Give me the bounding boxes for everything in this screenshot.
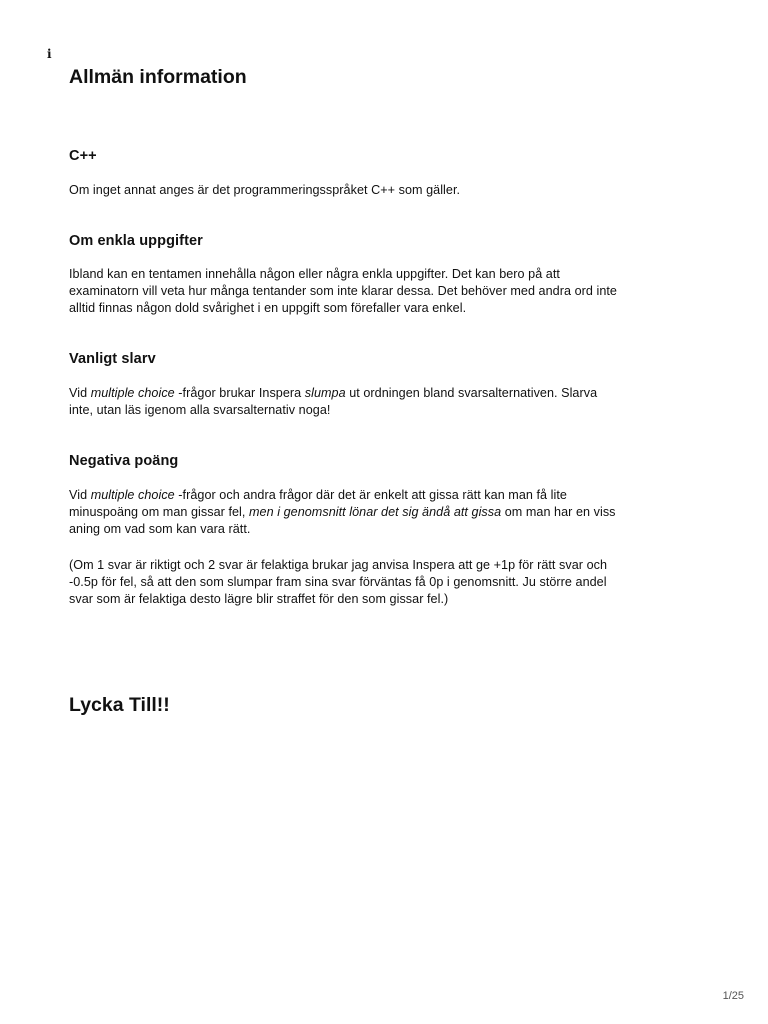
text-line xyxy=(69,283,699,300)
text-line xyxy=(69,402,699,419)
section-text-cpp xyxy=(69,182,699,199)
text-line xyxy=(69,300,699,317)
text-run: ut ordningen bland svarsalternativen. Slarva xyxy=(345,386,598,400)
section-text-sloppiness xyxy=(69,385,699,419)
text-run: -frågor och andra frågor där det är enkelt att gissa rätt kan man få lite xyxy=(174,488,567,502)
text-line xyxy=(69,266,699,283)
section-heading-negative-points: Negativa poäng xyxy=(69,453,179,469)
text-run: -0.5p för fel, så att den som slumpar fram sina svar förväntas få 0p i genomsnitt. Ju större andel xyxy=(69,575,607,589)
info-icon: i xyxy=(47,47,52,61)
text-run: svar som är felaktiga desto lägre blir straffet för den som gissar fel.) xyxy=(69,592,449,606)
text-line xyxy=(69,182,699,199)
text-line xyxy=(69,591,699,608)
text-line xyxy=(69,487,699,504)
closing-greeting: Lycka Till!! xyxy=(69,694,170,716)
emphasized-text: men i genomsnitt lönar det sig ändå att gissa xyxy=(249,505,502,519)
text-line xyxy=(69,521,699,538)
text-line xyxy=(69,574,699,591)
text-run: Ibland kan en tentamen innehålla någon eller några enkla uppgifter. Det kan bero på att xyxy=(69,267,560,281)
text-run: Vid xyxy=(69,488,91,502)
emphasized-text: multiple choice xyxy=(90,488,175,502)
page-number: 1/25 xyxy=(722,990,744,1002)
text-line xyxy=(69,385,699,402)
text-run: minuspoäng om man gissar fel, xyxy=(69,505,249,519)
text-run: Vid xyxy=(69,386,91,400)
section-text-simple-tasks xyxy=(69,266,699,317)
section-note-negative-points xyxy=(69,557,699,608)
text-run: Om inget annat anges är det programmeringsspråket C++ som gäller. xyxy=(69,183,461,197)
text-run: -frågor brukar Inspera xyxy=(174,386,305,400)
section-heading-simple-tasks: Om enkla uppgifter xyxy=(69,233,203,249)
emphasized-text: slumpa xyxy=(304,386,346,400)
page-title: Allmän information xyxy=(69,66,247,88)
section-heading-sloppiness: Vanligt slarv xyxy=(69,351,156,367)
text-run: inte, utan läs igenom alla svarsalternativ noga! xyxy=(69,403,331,417)
text-run: (Om 1 svar är riktigt och 2 svar är felaktiga brukar jag anvisa Inspera att ge +1p för rätt svar och xyxy=(69,558,608,572)
text-line xyxy=(69,504,699,521)
section-heading-cpp: C++ xyxy=(69,148,97,164)
text-run: examinatorn vill veta hur många tentander som inte klarar dessa. Det behöver med andra ord inte xyxy=(69,284,617,298)
text-run: om man har en viss xyxy=(501,505,616,519)
emphasized-text: multiple choice xyxy=(90,386,175,400)
section-text-negative-points xyxy=(69,487,699,538)
text-run: alltid finnas någon dold svårighet i en uppgift som förefaller vara enkel. xyxy=(69,301,467,315)
text-run: aning om vad som kan vara rätt. xyxy=(69,522,251,536)
text-line xyxy=(69,557,699,574)
